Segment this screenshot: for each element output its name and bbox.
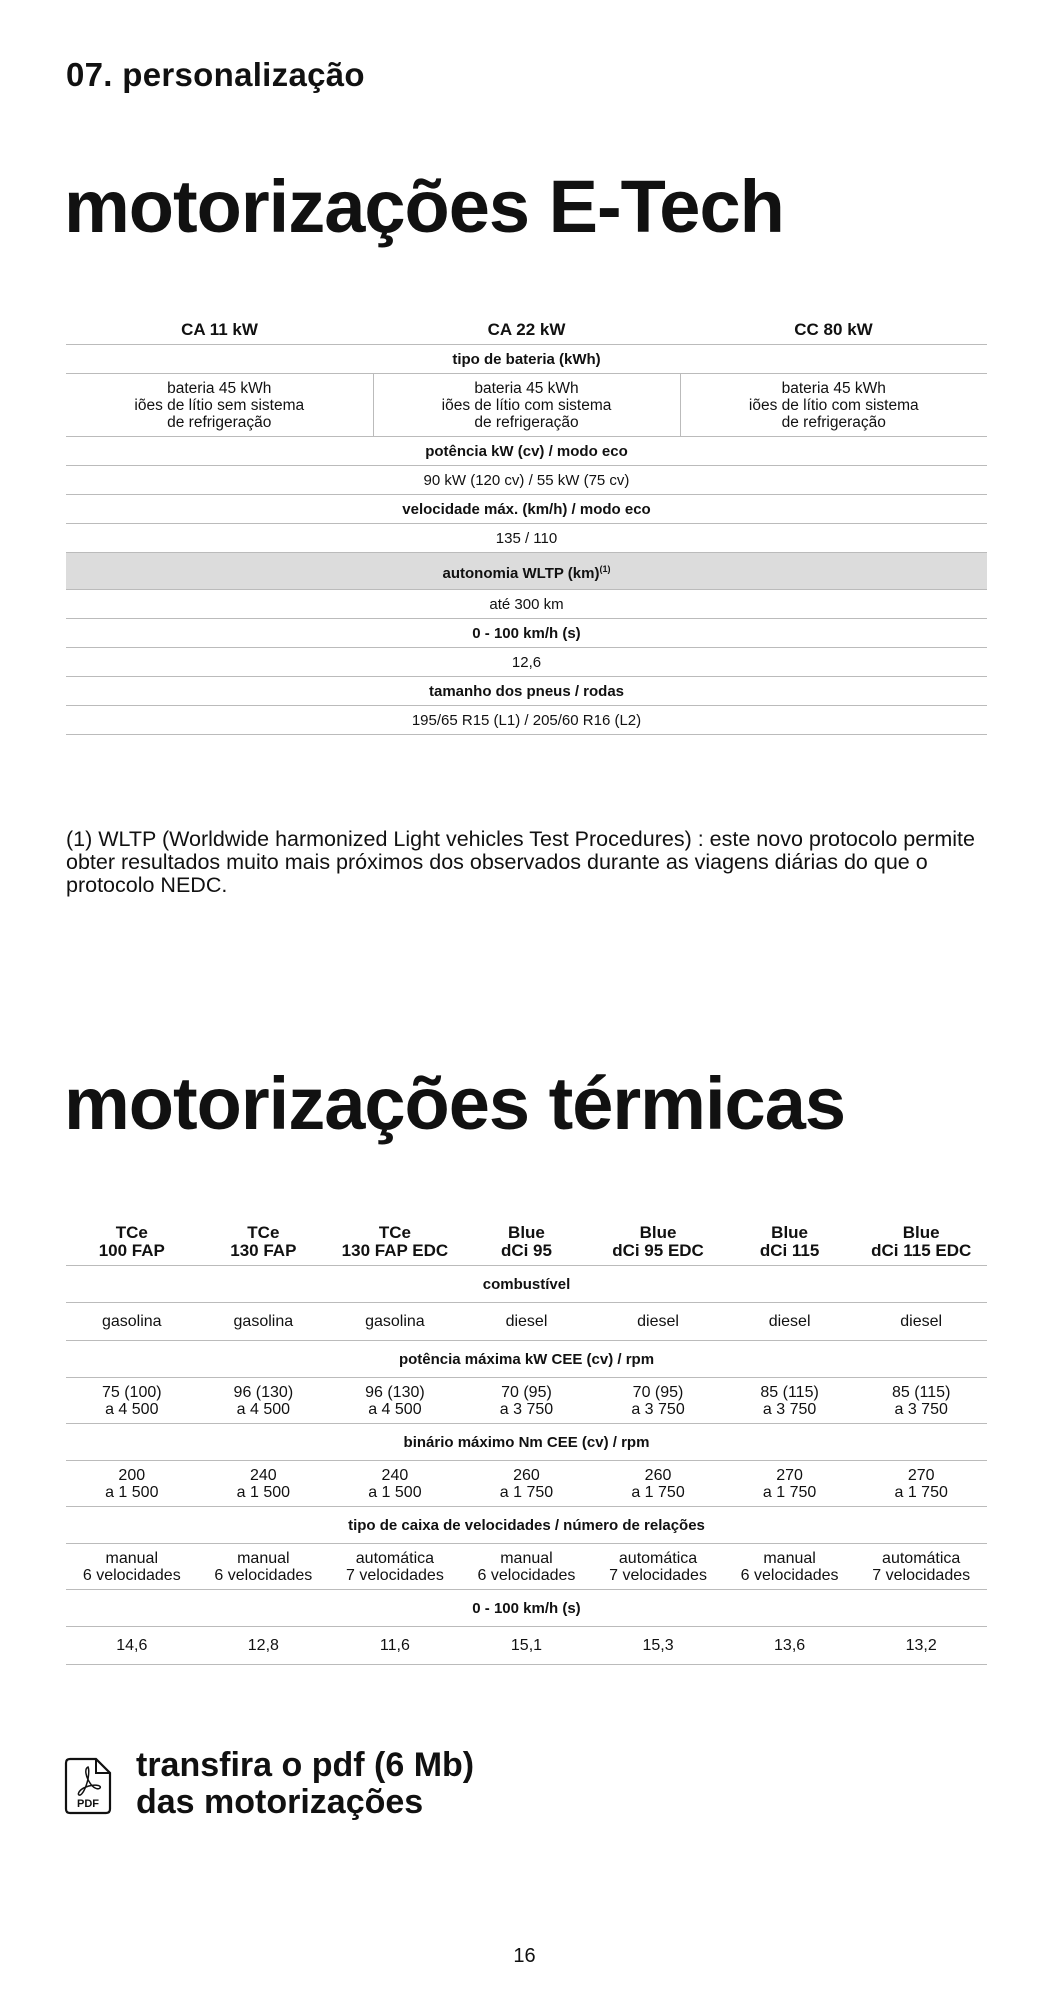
fuel-cell: diesel	[855, 1303, 987, 1341]
fuel-cell: gasolina	[198, 1303, 330, 1341]
row-header: potência máxima kW CEE (cv) / rpm	[66, 1341, 987, 1378]
thermal-column-header: TCe 100 FAP	[66, 1214, 198, 1266]
download-line-1: transfira o pdf (6 Mb)	[136, 1746, 475, 1784]
thermal-column-header: TCe 130 FAP EDC	[329, 1214, 461, 1266]
accel-cell: 13,2	[855, 1627, 987, 1665]
torque-cell: 240 a 1 500	[198, 1461, 330, 1507]
table-row	[66, 437, 987, 466]
fuel-cell: gasolina	[329, 1303, 461, 1341]
power-cell: 85 (115) a 3 750	[724, 1378, 856, 1424]
power-cell: 96 (130) a 4 500	[198, 1378, 330, 1424]
table-row	[66, 1378, 987, 1424]
download-line-2: das motorizações	[136, 1783, 424, 1821]
accel-cell: 13,6	[724, 1627, 856, 1665]
table-row	[66, 1544, 987, 1590]
thermal-column-header: TCe 130 FAP	[198, 1214, 330, 1266]
etech-spec-table	[66, 314, 987, 735]
gearbox-cell: manual 6 velocidades	[66, 1544, 198, 1590]
etech-column-header: CA 11 kW	[66, 314, 373, 345]
accel-cell: 15,1	[461, 1627, 593, 1665]
footnote-marker: (1)	[599, 563, 611, 574]
torque-cell: 200 a 1 500	[66, 1461, 198, 1507]
table-row	[66, 345, 987, 374]
row-value: 135 / 110	[66, 524, 987, 553]
torque-cell: 270 a 1 750	[724, 1461, 856, 1507]
table-row	[66, 1507, 987, 1544]
table-row	[66, 553, 987, 590]
battery-cell: bateria 45 kWh iões de lítio com sistema de refrigeração	[680, 374, 987, 437]
table-row	[66, 1424, 987, 1461]
accel-cell: 14,6	[66, 1627, 198, 1665]
row-header: tamanho dos pneus / rodas	[66, 677, 987, 706]
table-row	[66, 1266, 987, 1303]
table-row	[66, 1341, 987, 1378]
row-value: 90 kW (120 cv) / 55 kW (75 cv)	[66, 466, 987, 495]
table-row	[66, 619, 987, 648]
etech-title: motorizações E-Tech	[64, 165, 784, 248]
section-label: 07. personalização	[66, 56, 365, 93]
table-row	[66, 374, 987, 437]
thermal-column-header: Blue dCi 115	[724, 1214, 856, 1266]
pdf-icon	[64, 1757, 112, 1815]
gearbox-cell: manual 6 velocidades	[461, 1544, 593, 1590]
download-text	[136, 1747, 474, 1821]
power-cell: 75 (100) a 4 500	[66, 1378, 198, 1424]
power-cell: 70 (95) a 3 750	[592, 1378, 724, 1424]
battery-cell: bateria 45 kWh iões de lítio com sistema de refrigeração	[373, 374, 680, 437]
battery-cell: bateria 45 kWh iões de lítio sem sistema de refrigeração	[66, 374, 373, 437]
pdf-icon-label: PDF	[77, 1798, 99, 1810]
row-value: 12,6	[66, 648, 987, 677]
gearbox-cell: manual 6 velocidades	[724, 1544, 856, 1590]
torque-cell: 260 a 1 750	[461, 1461, 593, 1507]
row-header: tipo de caixa de velocidades / número de relações	[66, 1507, 987, 1544]
row-value: 195/65 R15 (L1) / 205/60 R16 (L2)	[66, 706, 987, 735]
table-row	[66, 1627, 987, 1665]
accel-cell: 15,3	[592, 1627, 724, 1665]
table-row	[66, 590, 987, 619]
etech-header-row	[66, 314, 987, 345]
row-header: tipo de bateria (kWh)	[66, 345, 987, 374]
table-row	[66, 1303, 987, 1341]
table-row	[66, 677, 987, 706]
power-cell: 70 (95) a 3 750	[461, 1378, 593, 1424]
etech-column-header: CA 22 kW	[373, 314, 680, 345]
table-row	[66, 1461, 987, 1507]
table-row	[66, 495, 987, 524]
fuel-cell: gasolina	[66, 1303, 198, 1341]
row-header: potência kW (cv) / modo eco	[66, 437, 987, 466]
thermal-column-header: Blue dCi 95	[461, 1214, 593, 1266]
torque-cell: 240 a 1 500	[329, 1461, 461, 1507]
row-header: 0 - 100 km/h (s)	[66, 1590, 987, 1627]
gearbox-cell: automática 7 velocidades	[855, 1544, 987, 1590]
torque-cell: 270 a 1 750	[855, 1461, 987, 1507]
power-cell: 96 (130) a 4 500	[329, 1378, 461, 1424]
table-row	[66, 1590, 987, 1627]
row-header: combustível	[66, 1266, 987, 1303]
fuel-cell: diesel	[724, 1303, 856, 1341]
fuel-cell: diesel	[592, 1303, 724, 1341]
accel-cell: 11,6	[329, 1627, 461, 1665]
etech-column-header: CC 80 kW	[680, 314, 987, 345]
thermal-spec-table	[66, 1214, 987, 1665]
table-row	[66, 524, 987, 553]
fuel-cell: diesel	[461, 1303, 593, 1341]
row-header: binário máximo Nm CEE (cv) / rpm	[66, 1424, 987, 1461]
row-header	[66, 553, 987, 590]
table-row	[66, 466, 987, 495]
row-header: velocidade máx. (km/h) / modo eco	[66, 495, 987, 524]
download-pdf-link[interactable]	[64, 1747, 474, 1821]
gearbox-cell: manual 6 velocidades	[198, 1544, 330, 1590]
gearbox-cell: automática 7 velocidades	[329, 1544, 461, 1590]
torque-cell: 260 a 1 750	[592, 1461, 724, 1507]
thermal-column-header: Blue dCi 115 EDC	[855, 1214, 987, 1266]
row-header: 0 - 100 km/h (s)	[66, 619, 987, 648]
thermal-column-header: Blue dCi 95 EDC	[592, 1214, 724, 1266]
gearbox-cell: automática 7 velocidades	[592, 1544, 724, 1590]
accel-cell: 12,8	[198, 1627, 330, 1665]
table-row	[66, 648, 987, 677]
row-value: até 300 km	[66, 590, 987, 619]
page-number: 16	[513, 1945, 536, 1967]
footnote: (1) WLTP (Worldwide harmonized Light vehicles Test Procedures) : este novo protocolo permite obter resultados muito mais próximos dos observados durante as viagens diárias do que o protocolo NEDC.	[66, 827, 975, 897]
power-cell: 85 (115) a 3 750	[855, 1378, 987, 1424]
row-header-text: autonomia WLTP (km)	[442, 564, 600, 582]
thermal-header-row	[66, 1214, 987, 1266]
thermal-title: motorizações térmicas	[64, 1062, 846, 1145]
table-row	[66, 706, 987, 735]
